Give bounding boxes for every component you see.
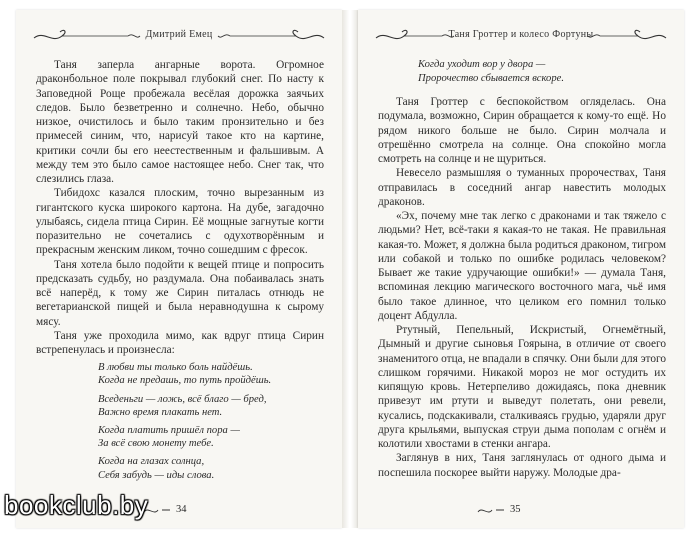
epigraph-line: Когда уходит вор у двора — xyxy=(418,59,546,70)
paragraph: Невесело размышляя о туманных пророчествах, Таня отправилась в соседний ангар навестить молодых драконов. xyxy=(378,167,666,208)
left-page-header xyxy=(30,20,328,52)
right-page-text xyxy=(378,58,666,480)
verse-line: Когда на глазах солнца, xyxy=(98,456,205,468)
running-header: Дмитрий Емец xyxy=(145,29,213,40)
left-page xyxy=(16,10,342,528)
verse-line: Важно время плакать нет. xyxy=(98,406,223,418)
verse-stanza xyxy=(98,393,324,419)
verse-line: Когда не предашь, то путь пройдёшь. xyxy=(98,375,272,387)
page-number: 35 xyxy=(510,504,521,515)
verse-line: В любви ты только боль найдёшь. xyxy=(98,362,253,374)
site-watermark: bookclub.by xyxy=(4,490,149,520)
paragraph: «Эх, почему мне так легко с драконами и так тяжело с людьми? Нет, всё-таки я какая-то не такая. Не правильная какая-то. Может, я должна была родиться драконом, тигром или собакой и только по ошибке родилась человеком? Бывает же такие удручающие ошибки!» — думала Таня, вспоминая лекцию магического восточного мага, чьё имя было такое длинное, что целиком его помнил только доцент Абдулла. xyxy=(378,210,666,322)
paragraph: Таня заперла ангарные ворота. Огромное драконбольное поле покрывал глубокий снег. По насту к Заповедной Роще пробежала весёлая дорожка заячьих следов. Было безветренно и солнечно. Небо, обычно низкое, очистилось и было таким пронзительно и без примесей синим, что, нарисуй такое кто на картине, критики сочли бы его неестественным и фальшивым. А между тем это было самое настоящее небо. Снег так, что слезились глаза. xyxy=(36,59,324,185)
epigraph-line: Пророчество сбывается вскоре. xyxy=(418,72,564,84)
verse-stanza xyxy=(98,424,324,450)
epigraph xyxy=(418,58,666,85)
verse-stanza xyxy=(98,361,324,387)
verse-stanza xyxy=(98,455,324,481)
right-page-header xyxy=(372,20,670,52)
paragraph: Таня уже проходила мимо, как вдруг птица Сирин встрепенулась и произнесла: xyxy=(36,329,324,356)
right-page xyxy=(358,10,684,528)
paragraph: Заглянув в них, Таня заглянулась от одного дыма и поспешила поскорее выйти наружу. Молодые дра- xyxy=(378,452,666,479)
right-page-footer xyxy=(358,502,684,520)
page-number: 34 xyxy=(176,504,187,515)
verse-line: Вседеньги — ложь, всё благо — бред, xyxy=(98,393,267,405)
paragraph: Таня хотела было подойти к вещей птице и попросить предсказать судьбу, но раздумала. Она побаивалась знать всё наперёд, к тому же Сирин питалась отнюдь не вегетарианской пищей и была неравнодушна к сырому мясу. xyxy=(36,258,324,328)
running-header: Таня Гроттер и колесо Фортуны xyxy=(448,29,594,40)
paragraph: Таня Гроттер с беспокойством огляделась. Она подумала, возможно, Сирин обращается к кому-то ещё. Но рядом никого больше не было. Сирин молчала и отрешённо смотрела на солнце. Она спокойно могла смотреть на солнце и не щуриться. xyxy=(378,96,666,165)
book-spread xyxy=(16,10,684,528)
verse-block xyxy=(98,361,324,482)
left-page-text xyxy=(36,58,324,487)
footer-ornament-icon xyxy=(358,502,684,520)
paragraph: Тибидохс казался плоским, точно вырезанным из гигантского куска широкого картона. На дубе, загадочно улыбаясь, сидела птица Сирин. Её мощные загнутые когти поразительно не сочетались с одухотворённым и прекрасным женским ликом, точно сошедшим с фресок. xyxy=(36,187,324,257)
verse-line: Себя забудь — иды слова. xyxy=(98,469,215,481)
verse-line: Когда платить пришёл пора — xyxy=(98,425,240,437)
verse-line: За всё свою монету тебе. xyxy=(98,438,214,450)
book-gutter xyxy=(342,10,358,528)
paragraph: Ртутный, Пепельный, Искристый, Огнемётный, Дымный и другие сыновья Гоярына, в отличие от своего знаменитого отца, не впадали в спячку. Они были для этого слишком горячими. Никакой мороз не мог остудить их кипящую кровь. Нетерпеливо дожидаясь, пока дневник привезут им ртути и выведут полетать, они ревели, кусались, подскакивали, сталкиваясь грудью, ударяли друг друга крыльями, выпуская струи дыма пополам с огнём и колотили хвостами в стенки ангара. xyxy=(378,324,666,450)
